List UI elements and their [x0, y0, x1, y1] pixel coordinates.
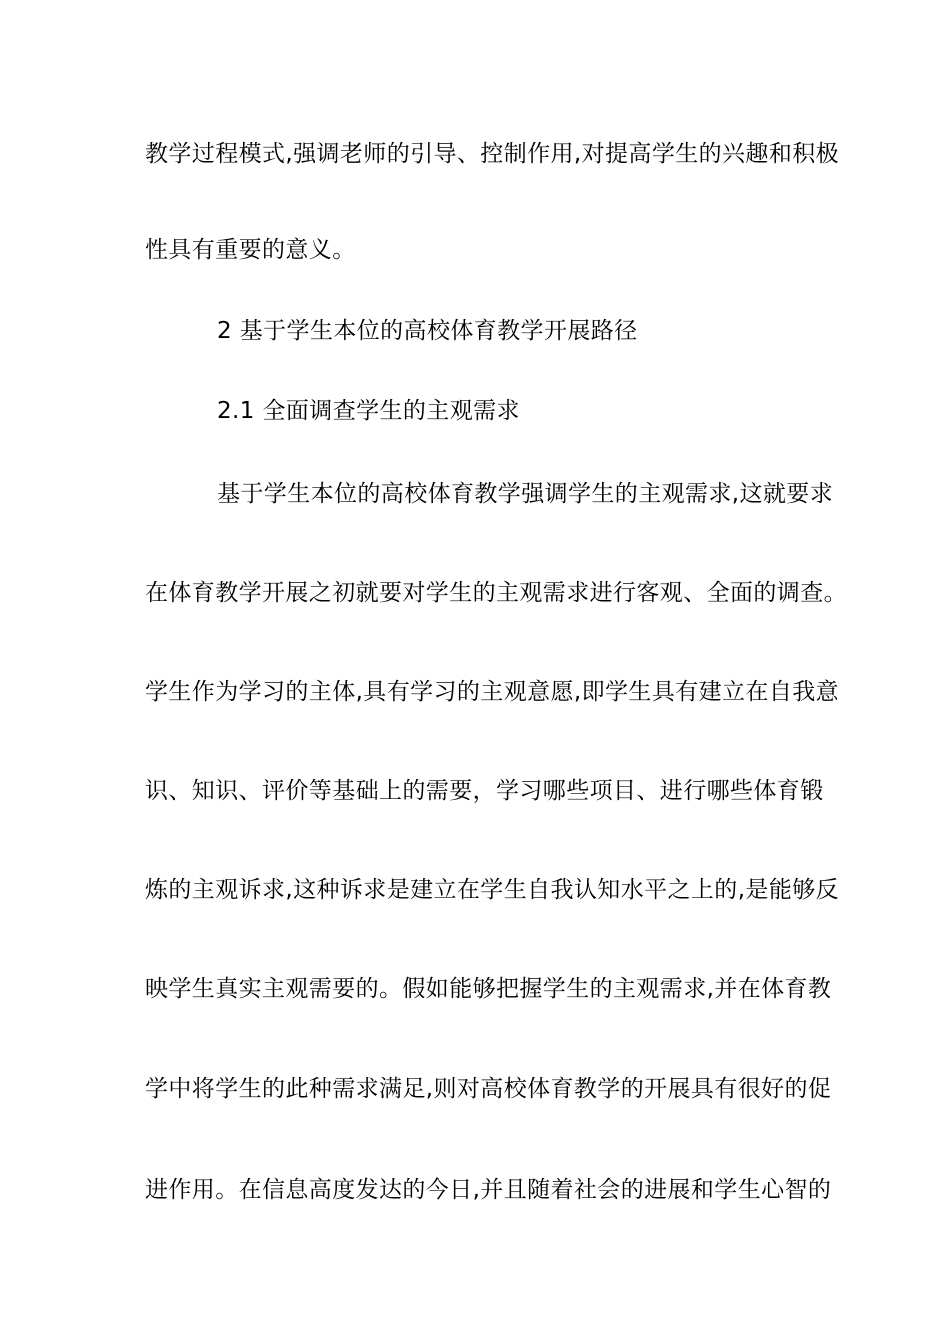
body-text-line: 在体育教学开展之初就要对学生的主观需求进行客观、全面的调查。: [145, 580, 847, 606]
body-text-line: 教学过程模式,强调老师的引导、控制作用,对提高学生的兴趣和积极: [145, 141, 840, 167]
body-text-line: 学中将学生的此种需求满足,则对高校体育教学的开展具有很好的促: [145, 1076, 832, 1102]
body-text-line: 进作用。在信息高度发达的今日,并且随着社会的进展和学生心智的: [145, 1177, 832, 1203]
body-text-line: 学生作为学习的主体,具有学习的主观意愿,即学生具有建立在自我意: [145, 679, 840, 705]
body-text-line: 映学生真实主观需要的。假如能够把握学生的主观需求,并在体育教: [145, 976, 832, 1002]
body-text-line: 炼的主观诉求,这种诉求是建立在学生自我认知水平之上的,是能够反: [145, 877, 840, 903]
subsection-heading: 2.1 全面调查学生的主观需求: [217, 398, 520, 424]
body-text-line: 性具有重要的意义。: [145, 237, 356, 263]
body-text-line: 识、知识、评价等基础上的需要，学习哪些项目、进行哪些体育锻: [145, 778, 824, 804]
paragraph-first-line: 基于学生本位的高校体育教学强调学生的主观需求,这就要求: [217, 481, 834, 507]
section-heading: 2 基于学生本位的高校体育教学开展路径: [217, 318, 638, 344]
